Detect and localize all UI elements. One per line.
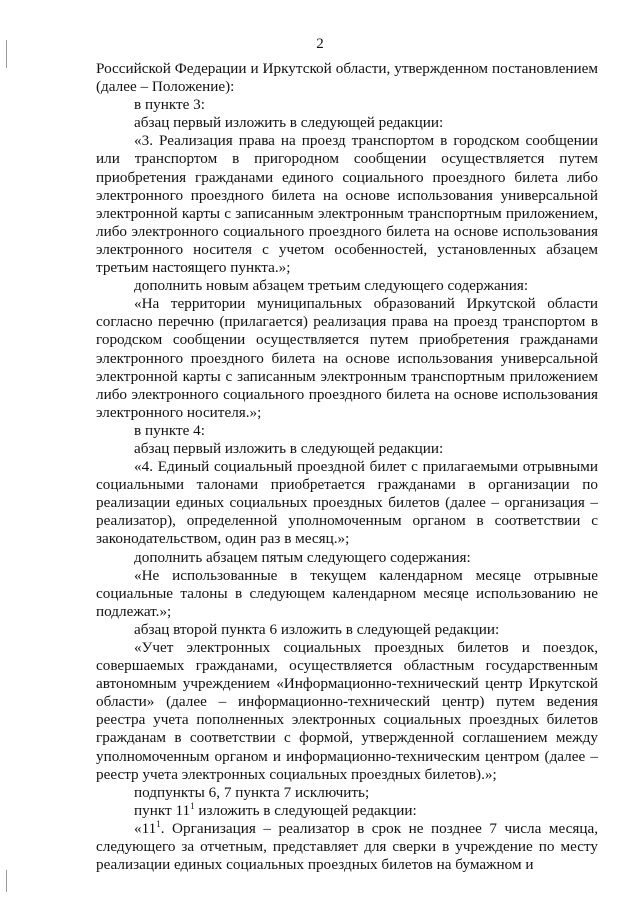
superscript: 1 <box>190 800 195 811</box>
paragraph: абзац второй пункта 6 изложить в следующей редакции: <box>134 620 500 638</box>
paragraph-list <box>96 60 598 802</box>
item-11-intro-tail: изложить в следующей редакции: <box>194 801 417 819</box>
paragraph: дополнить абзацем пятым следующего содержания: <box>134 548 471 566</box>
item-11-intro <box>96 802 598 820</box>
paragraph: «Учет электронных социальных проездных билетов и поездок, совершаемых гражданами, осуществляется областным государственным автономным учреждением «Информационно-технический центр Иркутской области» (далее – информационно-технический центр) путем ведения реестра учета пополненных электронных социальных проездных билетов гражданам в соответствии с формой, утвержденной соглашением между уполномоченным органом и информационно-техническим центром (далее – реестр учета электронных социальных проездных билетов).»; <box>96 639 598 783</box>
paragraph: в пункте 3: <box>134 96 205 114</box>
paragraph: «Не использованные в текущем календарном месяце отрывные социальные талоны в следующем календарном месяце использованию не подлежат.»; <box>96 566 598 620</box>
document-body <box>96 60 598 874</box>
scan-edge-mark <box>6 870 7 892</box>
item-11-text-body: . Организация – реализатор в срок не позднее 7 числа месяца, следующего за отчетным, представляет для сверки в учреждение по месту реализации единых социальных проездных билетов на бумажном и <box>96 819 598 874</box>
item-11-text <box>96 820 598 874</box>
paragraph: абзац первый изложить в следующей редакции: <box>134 114 444 132</box>
paragraph: дополнить новым абзацем третьим следующего содержания: <box>134 277 529 295</box>
item-11-text-start: «11 <box>134 819 157 837</box>
paragraph: Российской Федерации и Иркутской области, утвержденном постановлением (далее – Положение): <box>96 60 598 96</box>
paragraph: «На территории муниципальных образований Иркутской области согласно перечню (прилагается) реализация права на проезд транспортом в городском сообщении осуществляется путем приобретения гражданами электронного проездного билета на основе использования универсальной электронной карты с записанным электронным транспортным приложением либо электронного социального проездного билета на основе использования электронного носителя.»; <box>96 295 598 421</box>
paragraph: «4. Единый социальный проездной билет с прилагаемыми отрывными социальными талонами приобретается гражданами в организации по реализации единых социальных проездных билетов (далее – организация – реализатор), определенной уполномоченным органом в соответствии с законодательством, один раз в месяц.»; <box>96 458 598 548</box>
paragraph: в пункте 4: <box>134 421 205 439</box>
item-11-intro-text: пункт 11 <box>134 801 191 819</box>
paragraph: абзац первый изложить в следующей редакции: <box>134 439 444 457</box>
page-number: 2 <box>316 36 324 52</box>
paragraph: подпункты 6, 7 пункта 7 исключить; <box>134 783 370 801</box>
paragraph: «3. Реализация права на проезд транспортом в городском сообщении или транспортом в пригородном сообщении осуществляется путем приобретения гражданами единого социального проездного билета либо электронного проездного билета на основе использования универсальной электронной карты с записанным электронным транспортным приложением, либо электронного социального проездного билета на основе использования электронного носителя с учетом особенностей, установленных абзацем третьим настоящего пункта.»; <box>96 132 598 277</box>
superscript: 1 <box>156 818 161 829</box>
